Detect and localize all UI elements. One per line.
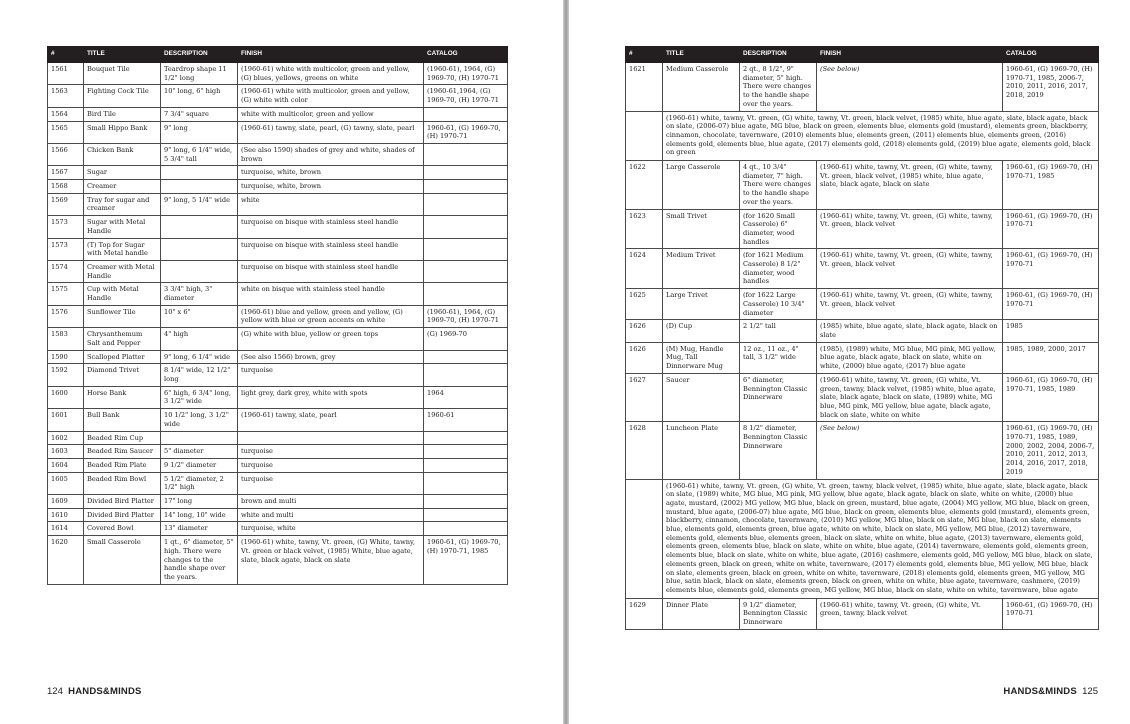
table-row bbox=[48, 445, 508, 459]
cell-title: Beaded Rim Saucer bbox=[84, 445, 161, 459]
col-header-number: # bbox=[48, 47, 84, 63]
table-row bbox=[48, 166, 508, 180]
cell-number: 1604 bbox=[48, 458, 84, 472]
cell-finish: turquoise, white, brown bbox=[238, 180, 424, 194]
cell-number: 1561 bbox=[48, 63, 84, 85]
cell-description bbox=[161, 260, 238, 282]
col-header-title: TITLE bbox=[84, 47, 161, 63]
cell-title: Saucer bbox=[663, 373, 740, 422]
cell-title: Creamer bbox=[84, 180, 161, 194]
table-row bbox=[48, 431, 508, 445]
cell-finish: (1960-61) white, tawny, Vt. green, (G) white, tawny, Vt. green, black velvet bbox=[817, 209, 1003, 249]
table-row bbox=[48, 364, 508, 386]
cell-finish: light grey, dark grey, white with spots bbox=[238, 386, 424, 408]
cell-title: Cup with Metal Handle bbox=[84, 283, 161, 305]
cell-catalog bbox=[424, 180, 508, 194]
cell-finish: (1960-61) white, tawny, Vt. green, (G) white, Vt. green, tawny, black velvet bbox=[817, 598, 1003, 629]
cell-catalog: 1964 bbox=[424, 386, 508, 408]
cell-catalog bbox=[424, 495, 508, 509]
cell-finish: turquoise bbox=[238, 458, 424, 472]
cell-title: Medium Trivet bbox=[663, 249, 740, 289]
col-header-finish: FINISH bbox=[817, 47, 1003, 63]
cell-number: 1573 bbox=[48, 216, 84, 238]
cell-catalog bbox=[424, 193, 508, 215]
cell-description: 4 qt., 10 3/4" diameter, 7" high. There were changes to the handle shape over the years. bbox=[740, 161, 817, 210]
table-row bbox=[48, 63, 508, 85]
cell-title: Large Casserole bbox=[663, 161, 740, 210]
cell-finish: turquoise on bisque with stainless steel handle bbox=[238, 260, 424, 282]
table-row bbox=[48, 472, 508, 494]
cell-number: 1600 bbox=[48, 386, 84, 408]
cell-description bbox=[161, 166, 238, 180]
cell-number: 1623 bbox=[626, 209, 663, 249]
cell-number: 1574 bbox=[48, 260, 84, 282]
cell-finish: white with multicolor, green and yellow bbox=[238, 107, 424, 121]
cell-description: 2 1/2" tall bbox=[740, 320, 817, 342]
cell-title: Small Casserole bbox=[84, 536, 161, 585]
cell-catalog: 1985, 1989, 2000, 2017 bbox=[1003, 342, 1099, 373]
cell-finish: white bbox=[238, 193, 424, 215]
cell-title: Beaded Rim Plate bbox=[84, 458, 161, 472]
cell-title: Bouquet Tile bbox=[84, 63, 161, 85]
cell-finish: turquoise on bisque with stainless steel handle bbox=[238, 216, 424, 238]
table-row bbox=[48, 328, 508, 350]
cell-number: 1605 bbox=[48, 472, 84, 494]
table-row bbox=[48, 143, 508, 165]
table-row bbox=[48, 458, 508, 472]
cell-title: Chrysanthemum Salt and Pepper bbox=[84, 328, 161, 350]
finish-note: (1960-61) white, tawny, Vt. green, (G) white, Vt. green, tawny, black velvet, (1985) white, blue agate, slate, black agate, black on slate, (1989) white, MG blue, MG pink, MG yellow, blue agate, black agate, black on slate, white on white, (2000) blue agate, mustard, (2002) MG yellow, MG blue, black on green, mustard, blue agate, (2004) MG yellow, MG blue, black on green, mustard, blue agate, (2006-07) blue agate, MG blue, black on green, elements blue, elements gold (mustard), elements green, blackberry, cinnamon, chocolate, tavernware, (2010) MG yellow, MG blue, black on slate, MG blue, black on slate, elements blue, elements gold, elements green, blue agate, white on white, black on slate, MG yellow, MG blue, (2012) tavernware, elements gold, elements blue, elements green, black on slate, white on white, blue agate, (2013) tavernware, elements gold, elements green, elements blue, black on slate, white on white, blue agate, (2014) tavernware, elements gold, elements green, elements blue, black on slate, white on white, blue agate, (2016) cashmere, elements gold, MG yellow, MG blue, black on slate, elements green, black on green, white on white, tavernware, (2017) elements gold, elements blue, MG yellow, MG blue, black on slate, elements green, black on green, white on white, tavernware, (2018) elements gold, elements green, MG yellow, MG blue, satin black, black on slate, elements green, black on green, white on white, blue agate, tavernware, cashmere, (2019) elements blue, elements gold, elements green, MG yellow, MG blue, black on slate, white on white, tavernware, blue agate bbox=[663, 479, 1099, 598]
table-row bbox=[48, 238, 508, 260]
cell-number: 1610 bbox=[48, 508, 84, 522]
table-row bbox=[48, 495, 508, 509]
cell-number: 1624 bbox=[626, 249, 663, 289]
cell-number: 1575 bbox=[48, 283, 84, 305]
left-page-footer bbox=[47, 686, 142, 697]
col-header-description: DESCRIPTION bbox=[161, 47, 238, 63]
finish-note-row bbox=[626, 111, 1099, 161]
cell-finish: (1960-61) tawny, slate, pearl, (G) tawny, slate, pearl bbox=[238, 121, 424, 143]
cell-catalog bbox=[424, 458, 508, 472]
cell-description: 17" long bbox=[161, 495, 238, 509]
cell-catalog: 1960-61, (G) 1969-70, (H) 1970-71 bbox=[424, 121, 508, 143]
cell-title: Small Trivet bbox=[663, 209, 740, 249]
right-table-body bbox=[626, 63, 1099, 161]
cell-catalog bbox=[424, 350, 508, 364]
cell-description: 8 1/4" wide, 12 1/2" long bbox=[161, 364, 238, 386]
cell-description: 9" long, 5 1/4" wide bbox=[161, 193, 238, 215]
cell-catalog bbox=[424, 431, 508, 445]
cell-catalog bbox=[424, 107, 508, 121]
cell-number: 1626 bbox=[626, 320, 663, 342]
cell-title: Tray for sugar and creamer bbox=[84, 193, 161, 215]
cell-number: 1620 bbox=[48, 536, 84, 585]
cell-number: 1602 bbox=[48, 431, 84, 445]
table-row bbox=[48, 409, 508, 431]
cell-finish: turquoise bbox=[238, 445, 424, 459]
cell-title: (M) Mug, Handle Mug, Tall Dinnerware Mug bbox=[663, 342, 740, 373]
cell-finish: turquoise, white, brown bbox=[238, 166, 424, 180]
cell-title: Scalloped Platter bbox=[84, 350, 161, 364]
cell-title: Diamond Trivet bbox=[84, 364, 161, 386]
cell-catalog: 1985 bbox=[1003, 320, 1099, 342]
cell-title: Bird Tile bbox=[84, 107, 161, 121]
cell-number: 1621 bbox=[626, 63, 663, 112]
cell-description: 9 1/2" diameter, Bennington Classic Dinnerware bbox=[740, 598, 817, 629]
table-row bbox=[626, 209, 1099, 249]
cell-catalog: (G) 1969-70 bbox=[424, 328, 508, 350]
page-number: 125 bbox=[1082, 686, 1098, 697]
cell-finish: (1960-61) tawny, slate, pearl bbox=[238, 409, 424, 431]
cell-description: 7 3/4" square bbox=[161, 107, 238, 121]
cell-number: 1625 bbox=[626, 289, 663, 320]
table-row bbox=[626, 320, 1099, 342]
cell-number: 1609 bbox=[48, 495, 84, 509]
table-row bbox=[48, 193, 508, 215]
cell-description: (for 1620 Small Casserole) 6" diameter, wood handles bbox=[740, 209, 817, 249]
cell-description: (for 1621 Medium Casserole) 8 1/2" diameter, wood handles bbox=[740, 249, 817, 289]
cell-number: 1565 bbox=[48, 121, 84, 143]
cell-description: 6" diameter, Bennington Classic Dinnerware bbox=[740, 373, 817, 422]
cell-number: 1603 bbox=[48, 445, 84, 459]
cell-finish: turquoise bbox=[238, 472, 424, 494]
cell-catalog bbox=[424, 445, 508, 459]
cell-finish: (1960-61) white with multicolor, green and yellow, (G) blues, yellows, greens on white bbox=[238, 63, 424, 85]
cell-finish: (See also 1566) brown, grey bbox=[238, 350, 424, 364]
cell-title: Divided Bird Platter bbox=[84, 508, 161, 522]
table-row bbox=[626, 598, 1099, 629]
cell-catalog: 1960-61, (G) 1969-70, (H) 1970-71 bbox=[1003, 289, 1099, 320]
table-row bbox=[48, 180, 508, 194]
cell-catalog: (1960-61,1964, (G) 1969-70, (H) 1970-71 bbox=[424, 85, 508, 107]
right-page-footer bbox=[1003, 686, 1098, 697]
cell-number: 1628 bbox=[626, 422, 663, 479]
cell-catalog: 1960-61, (G) 1969-70, (H) 1970-71, 1985, 2006-7, 2010, 2011, 2016, 2017, 2018, 2019 bbox=[1003, 63, 1099, 112]
cell-description: 14" long, 10" wide bbox=[161, 508, 238, 522]
cell-number: 1573 bbox=[48, 238, 84, 260]
cell-finish: white on bisque with stainless steel handle bbox=[238, 283, 424, 305]
col-header-number: # bbox=[626, 47, 663, 63]
cell-catalog: 1960-61, (G) 1969-70, (H) 1970-71, 1985, 1989 bbox=[1003, 373, 1099, 422]
cell-catalog bbox=[424, 143, 508, 165]
cell-title: Creamer with Metal Handle bbox=[84, 260, 161, 282]
table-row bbox=[48, 350, 508, 364]
cell-description: 9" long bbox=[161, 121, 238, 143]
cell-number: 1567 bbox=[48, 166, 84, 180]
cell-finish: turquoise, white bbox=[238, 522, 424, 536]
cell-description: 5 1/2" diameter, 2 1/2" high bbox=[161, 472, 238, 494]
table-row bbox=[626, 63, 1099, 112]
cell-description: 10" long, 6" high bbox=[161, 85, 238, 107]
cell-description bbox=[161, 216, 238, 238]
brand-name: HANDS&MINDS bbox=[1003, 686, 1077, 697]
cell-number: 1614 bbox=[48, 522, 84, 536]
cell-description: 2 qt., 8 1/2", 9" diameter, 5" high. There were changes to the handle shape over the years. bbox=[740, 63, 817, 112]
right-table-body-b bbox=[626, 598, 1099, 629]
cell-number: 1626 bbox=[626, 342, 663, 373]
cell-catalog: 1960-61 bbox=[424, 409, 508, 431]
cell-title: Dinner Plate bbox=[663, 598, 740, 629]
cell-number: 1622 bbox=[626, 161, 663, 210]
cell-description: 5" diameter bbox=[161, 445, 238, 459]
cell-finish bbox=[238, 431, 424, 445]
cell-number: 1566 bbox=[48, 143, 84, 165]
table-row bbox=[626, 373, 1099, 422]
cell-description: 3 3/4" high, 3" diameter bbox=[161, 283, 238, 305]
page-number: 124 bbox=[47, 686, 63, 697]
table-row bbox=[626, 422, 1099, 479]
cell-title: Divided Bird Platter bbox=[84, 495, 161, 509]
cell-description bbox=[161, 180, 238, 194]
cell-finish: (See also 1590) shades of grey and white, shades of brown bbox=[238, 143, 424, 165]
cell-title: Luncheon Plate bbox=[663, 422, 740, 479]
table-row bbox=[626, 249, 1099, 289]
table-row bbox=[48, 283, 508, 305]
cell-title: (D) Cup bbox=[663, 320, 740, 342]
cell-catalog: 1960-61, (G) 1969-70, (H) 1970-71, 1985, 1989, 2000, 2002, 2004, 2006-7, 2010, 2011, 2012, 2013, 2014, 2016, 2017, 2018, 2019 bbox=[1003, 422, 1099, 479]
table-row bbox=[48, 305, 508, 327]
cell-finish: (1960-61) blue and yellow, green and yellow, (G) yellow with blue or green accents on white bbox=[238, 305, 424, 327]
note-spacer bbox=[626, 479, 663, 598]
table-row bbox=[48, 508, 508, 522]
cell-number: 1563 bbox=[48, 85, 84, 107]
cell-finish: turquoise on bisque with stainless steel handle bbox=[238, 238, 424, 260]
cell-catalog bbox=[424, 260, 508, 282]
cell-finish: (1960-61) white with multicolor, green and yellow, (G) white with color bbox=[238, 85, 424, 107]
cell-title: (T) Top for Sugar with Metal handle bbox=[84, 238, 161, 260]
cell-title: Horse Bank bbox=[84, 386, 161, 408]
cell-catalog: (1960-61), 1964, (G) 1969-70, (H) 1970-71 bbox=[424, 305, 508, 327]
table-row bbox=[48, 536, 508, 585]
cell-number: 1592 bbox=[48, 364, 84, 386]
cell-description: 9" long, 6 1/4" wide, 5 3/4" tall bbox=[161, 143, 238, 165]
cell-catalog: 1960-61, (G) 1969-70, (H) 1970-71, 1985 bbox=[424, 536, 508, 585]
col-header-catalog: CATALOG bbox=[424, 47, 508, 63]
cell-description: 10" x 6" bbox=[161, 305, 238, 327]
cell-title: Beaded Rim Cup bbox=[84, 431, 161, 445]
cell-catalog: (1960-61), 1964, (G) 1969-70, (H) 1970-71 bbox=[424, 63, 508, 85]
catalog-table-left bbox=[47, 46, 508, 585]
cell-catalog bbox=[424, 216, 508, 238]
cell-catalog: 1960-61, (G) 1969-70, (H) 1970-71 bbox=[1003, 249, 1099, 289]
cell-description bbox=[161, 238, 238, 260]
cell-description: 4" high bbox=[161, 328, 238, 350]
table-row bbox=[48, 386, 508, 408]
table-row bbox=[48, 260, 508, 282]
col-header-finish: FINISH bbox=[238, 47, 424, 63]
cell-number: 1564 bbox=[48, 107, 84, 121]
cell-description: 8 1/2" diameter, Bennington Classic Dinnerware bbox=[740, 422, 817, 479]
cell-finish: brown and multi bbox=[238, 495, 424, 509]
cell-number: 1601 bbox=[48, 409, 84, 431]
cell-finish: (1960-61) white, tawny, Vt. green, (G) white, tawny, Vt. green, black velvet, (1985) white, blue agate, slate, black agate, black on slate bbox=[817, 161, 1003, 210]
cell-title: Covered Bowl bbox=[84, 522, 161, 536]
finish-note: (1960-61) white, tawny, Vt. green, (G) white, tawny, Vt. green, black velvet, (1985) white, blue agate, slate, black agate, black on slate, (2006-07) blue agate, MG blue, black on green, elements blue, elements gold (mustard), elements green, blackberry, cinnamon, chocolate, tavernware, (2010) elements blue, elements green, (2011) elements blue, elements green, (2016) elements gold, elements blue, blue agate, (2017) elements gold, (2018) elements gold, (2019) blue agate, elements gold, black on green bbox=[663, 111, 1099, 161]
cell-finish: (1960-61) white, tawny, Vt. green, (G) white, tawny, Vt. green, black velvet bbox=[817, 249, 1003, 289]
table-header-row bbox=[48, 47, 508, 63]
right-page bbox=[569, 0, 1130, 724]
col-header-title: TITLE bbox=[663, 47, 740, 63]
table-row bbox=[626, 289, 1099, 320]
cell-finish: (1960-61) white, tawny, Vt. green, (G) white, tawny, Vt. green, black velvet bbox=[817, 289, 1003, 320]
cell-description: 6" high, 6 3/4" long, 3 1/2" wide bbox=[161, 386, 238, 408]
cell-title: Medium Casserole bbox=[663, 63, 740, 112]
cell-finish: white and multi bbox=[238, 508, 424, 522]
finish-note-row bbox=[626, 479, 1099, 598]
cell-description: 9 1/2" diameter bbox=[161, 458, 238, 472]
cell-finish: (1960-61) white, tawny, Vt. green, (G) White, tawny, Vt. green or black velvet, (1985) White, blue agate, slate, black agate, black on slate bbox=[238, 536, 424, 585]
cell-catalog bbox=[424, 472, 508, 494]
cell-title: Fighting Cock Tile bbox=[84, 85, 161, 107]
cell-title: Small Hippo Bank bbox=[84, 121, 161, 143]
catalog-table-right bbox=[625, 46, 1099, 630]
table-row bbox=[48, 216, 508, 238]
cell-description: 12 oz., 11 oz., 4" tall, 3 1/2" wide bbox=[740, 342, 817, 373]
cell-catalog bbox=[424, 238, 508, 260]
table-row bbox=[48, 522, 508, 536]
table-row bbox=[48, 107, 508, 121]
cell-catalog bbox=[424, 522, 508, 536]
cell-title: Chicken Bank bbox=[84, 143, 161, 165]
cell-finish: turquoise bbox=[238, 364, 424, 386]
table-header-row bbox=[626, 47, 1099, 63]
cell-description bbox=[161, 431, 238, 445]
cell-number: 1629 bbox=[626, 598, 663, 629]
cell-title: Beaded Rim Bowl bbox=[84, 472, 161, 494]
cell-finish: (G) white with blue, yellow or green tops bbox=[238, 328, 424, 350]
note-spacer bbox=[626, 111, 663, 161]
cell-description: Teardrop shape 11 1/2" long bbox=[161, 63, 238, 85]
col-header-description: DESCRIPTION bbox=[740, 47, 817, 63]
cell-catalog: 1960-61, (G) 1969-70, (H) 1970-71 bbox=[1003, 598, 1099, 629]
cell-finish: (1985) white, blue agate, slate, black agate, black on slate bbox=[817, 320, 1003, 342]
cell-finish: (See below) bbox=[817, 422, 1003, 479]
left-table-body bbox=[48, 63, 508, 585]
right-table-body-a bbox=[626, 161, 1099, 422]
cell-catalog bbox=[424, 166, 508, 180]
cell-title: Sugar bbox=[84, 166, 161, 180]
cell-number: 1569 bbox=[48, 193, 84, 215]
cell-finish: (1985), (1989) white, MG blue, MG pink, MG yellow, blue agate, black agate, black on slate, white on white, (2000) blue agate, (2017) blue agate bbox=[817, 342, 1003, 373]
col-header-catalog: CATALOG bbox=[1003, 47, 1099, 63]
cell-catalog bbox=[424, 283, 508, 305]
right-table-body-1628 bbox=[626, 422, 1099, 598]
cell-title: Bull Bank bbox=[84, 409, 161, 431]
brand-name: HANDS&MINDS bbox=[68, 686, 142, 697]
table-row bbox=[48, 121, 508, 143]
cell-catalog bbox=[424, 364, 508, 386]
cell-description: 10 1/2" long, 3 1/2" wide bbox=[161, 409, 238, 431]
cell-catalog: 1960-61, (G) 1969-70, (H) 1970-71, 1985 bbox=[1003, 161, 1099, 210]
cell-title: Sunflower Tile bbox=[84, 305, 161, 327]
cell-catalog bbox=[424, 508, 508, 522]
cell-description: 9" long, 6 1/4" wide bbox=[161, 350, 238, 364]
cell-description: 1 qt., 6" diameter, 5" high. There were changes to the handle shape over the years. bbox=[161, 536, 238, 585]
table-row bbox=[48, 85, 508, 107]
table-row bbox=[626, 342, 1099, 373]
cell-number: 1568 bbox=[48, 180, 84, 194]
cell-number: 1590 bbox=[48, 350, 84, 364]
cell-finish: (1960-61) white, tawny, Vt. green, (G) white, Vt. green, tawny, black velvet, (1985) white, blue agate, slate, black agate, black on slate, (1989) white, MG blue, MG pink, MG yellow, blue agate, black agate, black on slate, white on white bbox=[817, 373, 1003, 422]
cell-title: Sugar with Metal Handle bbox=[84, 216, 161, 238]
cell-title: Large Trivet bbox=[663, 289, 740, 320]
table-row bbox=[626, 161, 1099, 210]
cell-description: (for 1622 Large Casserole) 10 3/4" diameter bbox=[740, 289, 817, 320]
left-page bbox=[0, 0, 563, 724]
cell-number: 1583 bbox=[48, 328, 84, 350]
cell-number: 1576 bbox=[48, 305, 84, 327]
cell-catalog: 1960-61, (G) 1969-70, (H) 1970-71 bbox=[1003, 209, 1099, 249]
cell-number: 1627 bbox=[626, 373, 663, 422]
cell-finish: (See below) bbox=[817, 63, 1003, 112]
cell-description: 13" diameter bbox=[161, 522, 238, 536]
